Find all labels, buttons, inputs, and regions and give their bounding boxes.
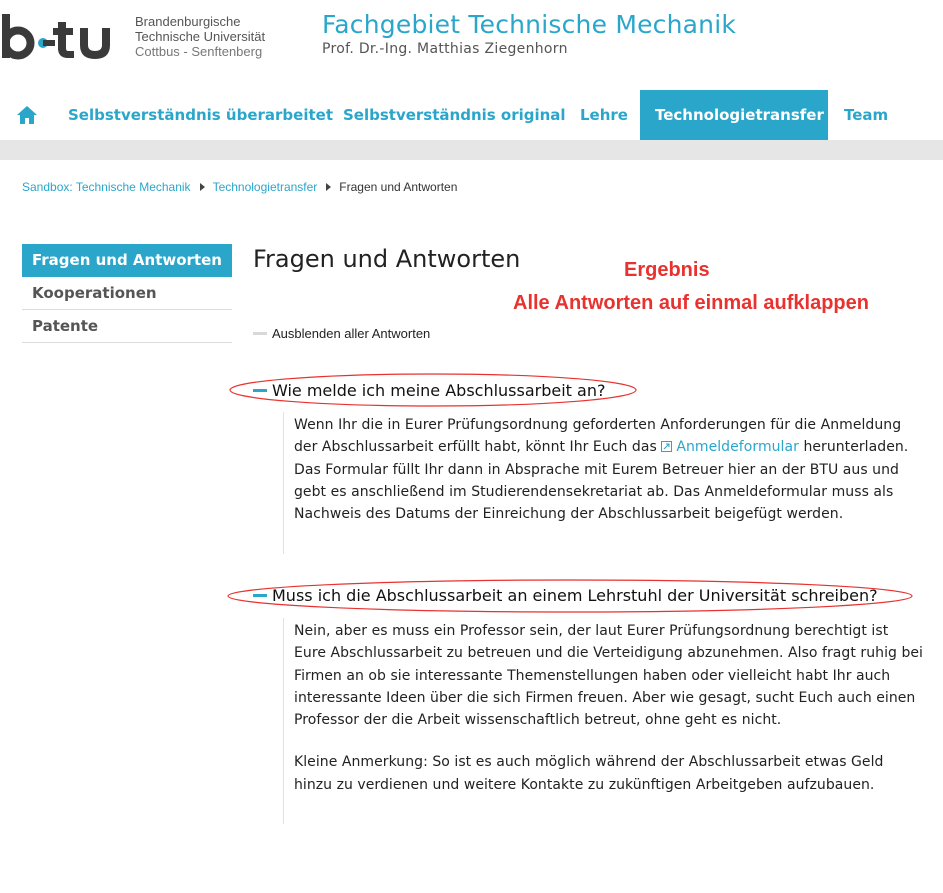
sidebar-item-kooperationen[interactable]: Kooperationen [22,277,232,310]
faq-answer-2 [283,618,923,824]
faq-answer-1-after-link: herunterladen. Das Formular füllt Ihr dann in Absprache mit Eurem Betreuer hier an der BTU aus und gebt es anschließend im Studierendensekretariat ab. Das Anmeldeformular muss als Nachweis des Datums der Einreichung der Abschlussarbeit beigefügt werden. [294,439,909,523]
main-nav [0,90,943,140]
site-header [0,0,943,90]
nav-item-selbstverstaendnis-original[interactable]: Selbstverständnis original [343,106,566,124]
nav-item-technologietransfer[interactable]: Technologietransfer [640,90,828,140]
sidebar-item-patente[interactable]: Patente [22,310,232,343]
collapse-dash-icon [253,594,267,597]
breadcrumb-link-sandbox[interactable]: Sandbox: Technische Mechanik [22,180,191,194]
nav-item-selbstverstaendnis-ueberarbeitet[interactable]: Selbstverständnis überarbeitet [68,106,333,124]
sidebar-item-fragen-und-antworten[interactable]: Fragen und Antworten [22,244,232,277]
sidebar-nav [22,244,232,343]
anmeldeformular-link-label: Anmeldeformular [676,439,799,456]
page-title: Fragen und Antworten [253,245,521,273]
logo-mark [2,14,128,69]
toggle-all-label: Ausblenden aller Antworten [272,326,431,341]
breadcrumb [22,180,457,194]
site-title[interactable]: Fachgebiet Technische Mechanik [322,10,737,39]
faq-question-1-label: Wie melde ich meine Abschlussarbeit an? [272,381,606,400]
breadcrumb-current: Fragen und Antworten [339,180,458,194]
collapse-dash-icon [253,332,267,335]
site-subtitle: Prof. Dr.-Ing. Matthias Ziegenhorn [322,41,568,57]
logo-line-3: Cottbus - Senftenberg [135,44,263,59]
nav-item-team[interactable]: Team [844,106,889,124]
nav-item-lehre[interactable]: Lehre [580,106,628,124]
home-icon[interactable] [16,104,38,126]
faq-question-2[interactable] [253,586,878,605]
collapse-dash-icon [253,389,267,392]
toggle-all-answers[interactable] [253,326,430,341]
faq-answer-1-before-link: Wenn Ihr die in Eurer Prüfungsordnung geforderten Anforderungen für die Anmeldung der Abschlussarbeit erfüllt habt, könnt Ihr Euch das [294,417,902,456]
annotation-expand-all: Alle Antworten auf einmal aufklappen [513,292,869,314]
faq-answer-1 [283,412,923,554]
breadcrumb-separator-icon [200,183,205,191]
breadcrumb-link-technologietransfer[interactable]: Technologietransfer [212,180,318,194]
anmeldeformular-link[interactable] [661,439,799,455]
faq-answer-1-text [294,414,923,525]
faq-answer-2-paragraph-2: Kleine Anmerkung: So ist es auch möglich während der Abschlussarbeit etwas Geld hinzu zu verdienen und weitere Kontakte zu zukünftigen Arbeitgeben aufzubauen. [294,754,884,793]
header-divider-band [0,140,943,160]
faq-question-1[interactable] [253,381,605,400]
btu-logo-icon [2,14,128,62]
logo-line-1: Brandenburgische [135,14,241,29]
logo-text [135,14,295,59]
faq-question-2-label: Muss ich die Abschlussarbeit an einem Lehrstuhl der Universität schreiben? [272,586,878,605]
annotation-ergebnis: Ergebnis [624,259,710,281]
logo-line-2: Technische Universität [135,29,266,44]
external-link-icon [661,441,672,452]
breadcrumb-separator-icon [326,183,331,191]
faq-answer-2-paragraph-1: Nein, aber es muss ein Professor sein, der laut Eurer Prüfungsordnung berechtigt ist Eure Abschlussarbeit zu betreuen und die Verteidigung abzunehmen. Also fragt ruhig bei Firmen an ob sie interessante Themenstellungen haben oder vielleicht habt Ihr auch interessante Ideen über die sich Firmen freuen. Aber wie gesagt, sucht Euch auch einen Professor der die Arbeit wissenschaftlich betreut, ohne geht es nicht. [294,623,923,729]
